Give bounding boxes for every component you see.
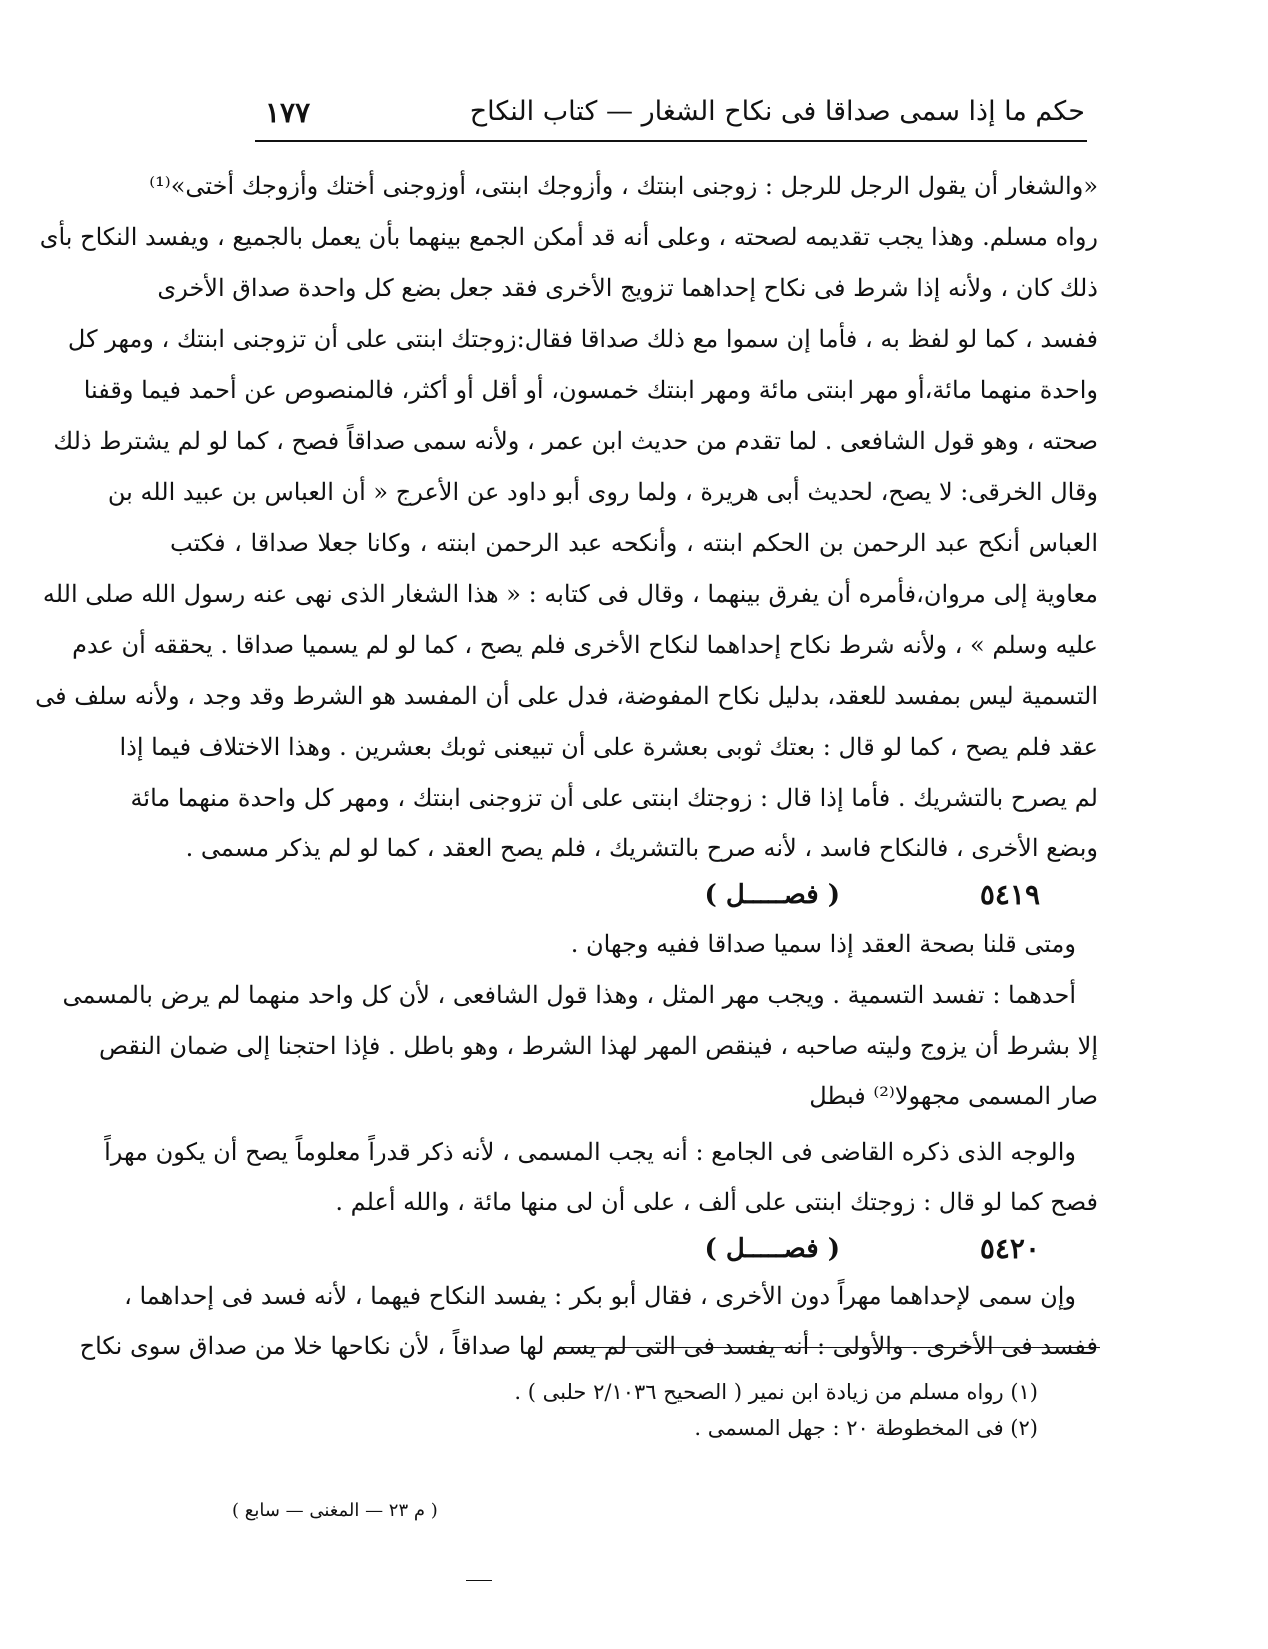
section-label: ( فصـــــل ) <box>704 880 840 910</box>
body-line: وإن سمى لإحداهما مهراً دون الأخرى ، فقال أبو بكر : يفسد النكاح فيهما ، لأنه فسد فى إحداهما ، <box>124 1282 1076 1310</box>
body-line: «والشغار أن يقول الرجل للرجل : زوجنى ابنتك ، وأزوجك ابنتى، أوزوجنى أختك وأزوجك أختى»⁽¹⁾ <box>149 172 1098 200</box>
body-line: لم يصرح بالتشريك . فأما إذا قال : زوجتك ابنتى على أن تزوجنى ابنتك ، ومهر كل واحدة منهما مائة <box>130 784 1098 812</box>
body-line: وبضع الأخرى ، فالنكاح فاسد ، لأنه صرح بالتشريك ، فلم يصح العقد ، كما لو لم يذكر مسمى . <box>185 834 1098 862</box>
section-number: ٥٤١٩ <box>979 878 1040 911</box>
section-label: ( فصـــــل ) <box>704 1234 840 1264</box>
body-line: التسمية ليس بمفسد للعقد، بدليل نكاح المفوضة، فدل على أن المفسد هو الشرط وقد وجد ، ولأنه سلف فى <box>35 682 1098 710</box>
body-line: رواه مسلم. وهذا يجب تقديمه لصحته ، وعلى أنه قد أمكن الجمع بينهما بأن يعمل بالجميع ، ويفسد النكاح بأى <box>39 223 1098 251</box>
bottom-mark <box>466 1580 492 1581</box>
page-number: ١٧٧ <box>265 96 311 129</box>
body-line: واحدة منهما مائة،أو مهر ابنتى مائة ومهر ابنتك خمسون، أو أقل أو أكثر، فالمنصوص عن أحمد فيما وقفنا <box>83 376 1098 404</box>
section-heading-5419 <box>370 878 1040 922</box>
footnote: (١) رواه مسلم من زيادة ابن نمير ( الصحيح ٢/١٠٣٦ حلبى ) . <box>514 1380 1038 1404</box>
body-line: العباس أنكح عبد الرحمن بن الحكم ابنته ، وأنكحه عبد الرحمن ابنته ، وكانا جعلا صداقا ، فكتب <box>170 529 1098 557</box>
printer-signature: ( م ٢٣ — المغنى — سابع ) <box>232 1500 438 1521</box>
footnote: (٢) فى المخطوطة ٢٠ : جهل المسمى . <box>694 1416 1038 1440</box>
body-line: إلا بشرط أن يزوج وليته صاحبه ، فينقص المهر لهذا الشرط ، وهو باطل . فإذا احتجنا إلى ضمان النقص <box>98 1032 1098 1060</box>
body-line: ففسد فى الأخرى . والأولى : أنه يفسد فى التى لم يسم لها صداقاً ، لأن نكاحها خلا من صداق سوى نكاح <box>79 1332 1098 1360</box>
section-heading-5420 <box>370 1232 1040 1276</box>
running-title: حكم ما إذا سمى صداقا فى نكاح الشغار — كتاب النكاح <box>469 96 1085 127</box>
page-header <box>255 96 1085 136</box>
body-line: صار المسمى مجهولا⁽²⁾ فبطل <box>809 1082 1098 1110</box>
body-line: والوجه الذى ذكره القاضى فى الجامع : أنه يجب المسمى ، لأنه ذكر قدراً معلوماً يصح أن يكون مهراً <box>104 1138 1076 1166</box>
body-line: ذلك كان ، ولأنه إذا شرط فى نكاح إحداهما تزويج الأخرى فقد جعل بضع كل واحدة صداق الأخرى <box>157 274 1098 302</box>
body-line: عقد فلم يصح ، كما لو قال : بعتك ثوبى بعشرة على أن تبيعنى ثوبك بعشرين . وهذا الاختلاف فيما إذا <box>119 733 1098 761</box>
body-line: أحدهما : تفسد التسمية . ويجب مهر المثل ، وهذا قول الشافعى ، لأن كل واحد منهما لم يرض بالمسمى <box>62 981 1076 1009</box>
body-line: عليه وسلم » ، ولأنه شرط نكاح إحداهما لنكاح الأخرى فلم يصح ، كما لو لم يسميا صداقا . يحققه أن عدم <box>72 631 1098 659</box>
body-line: فصح كما لو قال : زوجتك ابنتى على ألف ، على أن لى منها مائة ، والله أعلم . <box>335 1188 1098 1216</box>
body-line: وقال الخرقى: لا يصح، لحديث أبى هريرة ، ولما روى أبو داود عن الأعرج « أن العباس بن عبيد الله بن <box>107 478 1098 506</box>
body-line: ومتى قلنا بصحة العقد إذا سميا صداقا ففيه وجهان . <box>570 930 1076 958</box>
section-number: ٥٤٢٠ <box>979 1232 1040 1265</box>
footnote-divider <box>560 1347 1100 1348</box>
body-line: ففسد ، كما لو لفظ به ، فأما إن سموا مع ذلك صداقا فقال:زوجتك ابنتى على أن تزوجنى ابنتك ، ومهر كل <box>67 325 1098 353</box>
body-line: معاوية إلى مروان،فأمره أن يفرق بينهما ، وقال فى كتابه : « هذا الشغار الذى نهى عنه رسول الله صلى الله <box>42 580 1098 608</box>
body-line: صحته ، وهو قول الشافعى . لما تقدم من حديث ابن عمر ، ولأنه سمى صداقاً فصح ، كما لو لم يشترط ذلك <box>53 427 1098 455</box>
header-divider <box>255 140 1087 142</box>
